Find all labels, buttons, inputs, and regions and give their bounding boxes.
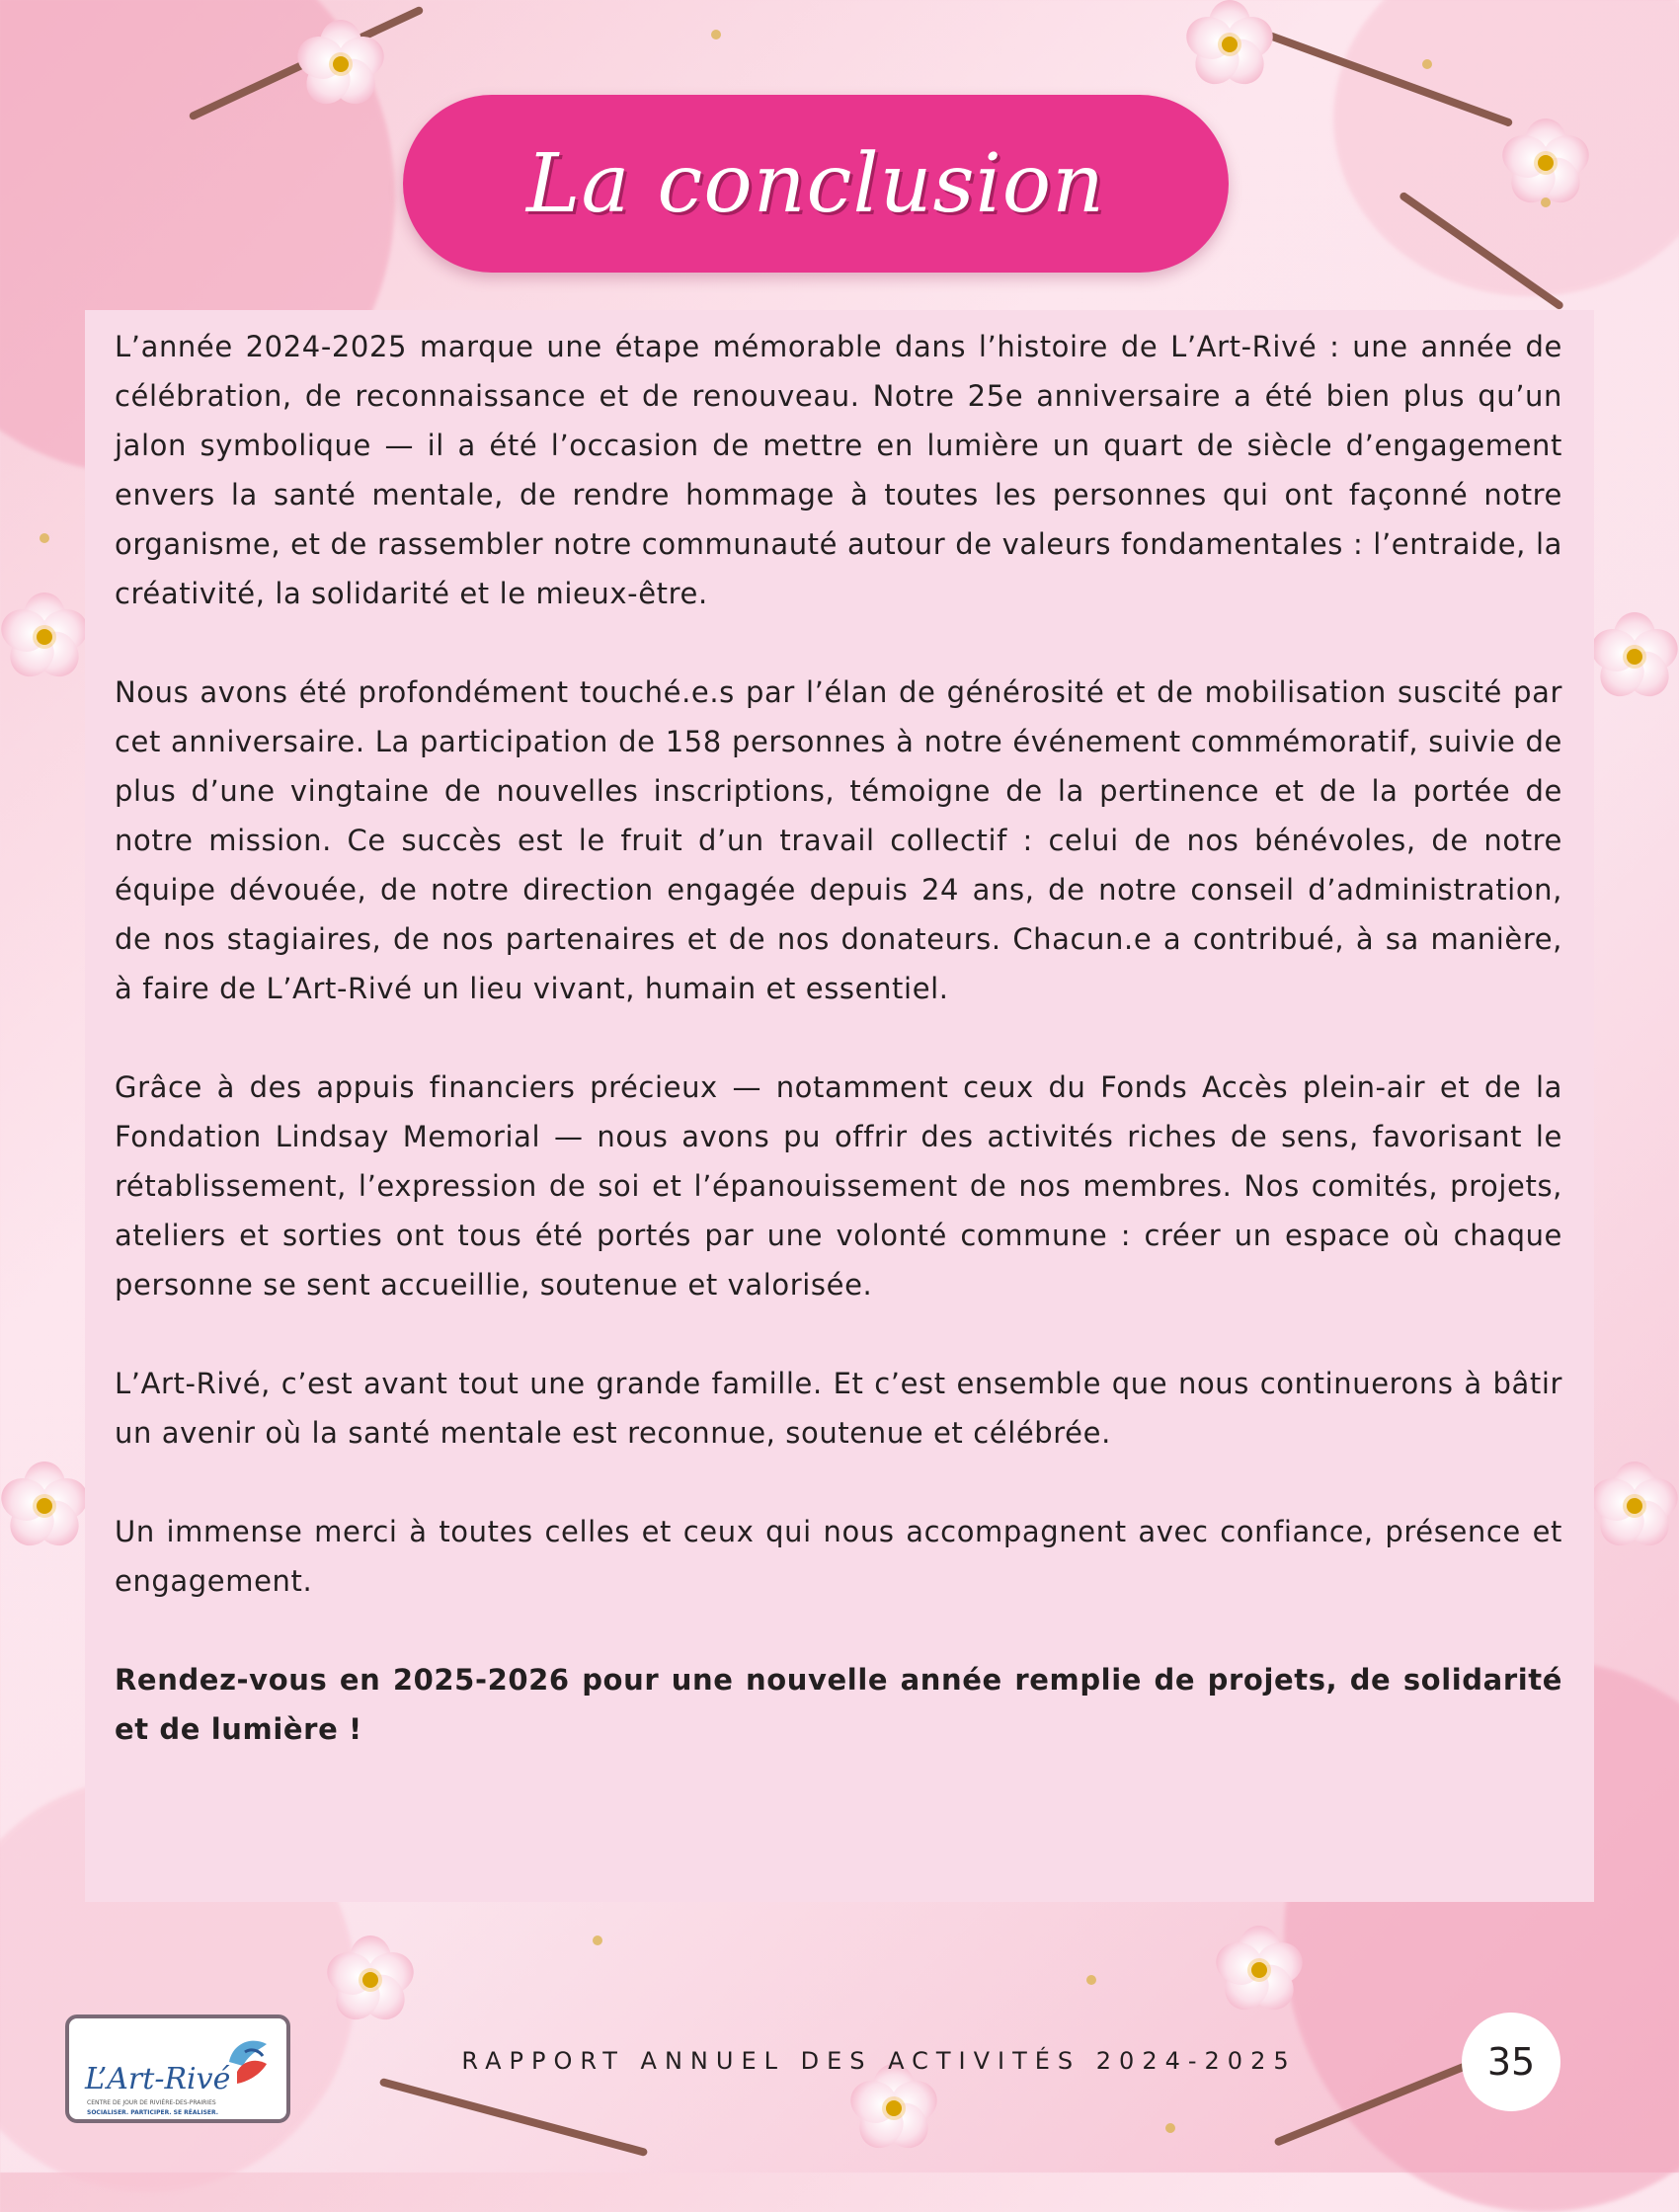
paragraph-intro: L’année 2024-2025 marque une étape mémorable dans l’histoire de L’Art-Rivé : une année de célébration, de reconnaissance et de renouveau. Notre 25e anniversaire a été bien plus qu’un jalon symbolique — il a été l’occasion de mettre en lumière un quart de siècle d’engagement envers la santé mentale, de rendre hommage à toutes les personnes qui ont façonné notre organisme, et de rassembler notre communauté autour de valeurs fondamentales : l’entraide, la créativité, la solidarité et le mieux-être.: [115, 330, 1562, 610]
paragraph-family: L’Art-Rivé, c’est avant tout une grande famille. Et c’est ensemble que nous continuerons à bâtir un avenir où la santé mentale est reconnue, soutenue et célébrée.: [115, 1367, 1562, 1450]
paragraph-mobilisation: Nous avons été profondément touché.e.s par l’élan de générosité et de mobilisation suscité par cet anniversaire. La participation de 158 personnes à notre événement commémoratif, suivie de plus d’une vingtaine de nouvelles inscriptions, témoigne de la pertinence et de la portée de notre mission. Ce succès est le fruit d’un travail collectif : celui de nos bénévoles, de notre équipe dévouée, de notre direction engagée depuis 24 ans, de notre conseil d’administration, de nos stagiaires, de nos partenaires et de nos donateurs. Chacun.e a contribué, à sa manière, à faire de L’Art-Rivé un lieu vivant, humain et essentiel.: [115, 675, 1562, 1005]
gold-sparkle: [593, 1936, 602, 1945]
cherry-blossom-icon: [0, 1462, 89, 1550]
cherry-blossom-icon: [326, 1936, 415, 2024]
gold-sparkle: [1165, 2123, 1175, 2133]
gold-sparkle: [1086, 1975, 1096, 1985]
paragraph-funding: Grâce à des appuis financiers précieux — notamment ceux du Fonds Accès plein-air et de la Fondation Lindsay Memorial — nous avons pu offrir des activités riches de sens, favorisant le rétablissement, l’expression de soi et l’épanouissement de nos membres. Nos comités, projets, ateliers et sorties ont tous été portés par une volonté commune : créer un espace où chaque personne se sent accueillie, soutenue et valorisée.: [115, 1070, 1562, 1302]
cherry-blossom-icon: [1215, 1926, 1304, 2014]
footer-report-title: RAPPORT ANNUEL DES ACTIVITÉS 2024-2025: [461, 2047, 1297, 2075]
gold-sparkle: [1541, 198, 1551, 207]
page-number: 35: [1462, 2013, 1560, 2111]
paragraph-closing: Rendez-vous en 2025-2026 pour une nouvelle année remplie de projets, de solidarité et de lumière !: [115, 1663, 1562, 1746]
cherry-blossom-icon: [1501, 118, 1590, 207]
cherry-blossom-icon: [296, 20, 385, 109]
content-panel: [85, 310, 1594, 1902]
paragraph-thanks: Un immense merci à toutes celles et ceux qui nous accompagnent avec confiance, présence et engagement.: [115, 1515, 1562, 1598]
cherry-blossom-icon: [1590, 1462, 1679, 1550]
logo-tagline: CENTRE DE JOUR DE RIVIÈRE-DES-PRAIRIES: [87, 2099, 216, 2106]
gold-sparkle: [1422, 59, 1432, 69]
cherry-blossom-icon: [0, 592, 89, 681]
cherry-blossom-icon: [849, 2064, 938, 2153]
cherry-blossom-icon: [1590, 612, 1679, 701]
logo-name: L’Art-Rivé: [85, 2062, 231, 2096]
logo-motto: SOCIALISER. PARTICIPER. SE RÉALISER.: [87, 2109, 219, 2116]
cherry-blossom-icon: [1185, 0, 1274, 89]
title-banner: [403, 95, 1229, 273]
gold-sparkle: [40, 533, 49, 543]
logo: [65, 2014, 290, 2123]
logo-hands-icon: [223, 2032, 273, 2088]
page-title: La conclusion: [526, 136, 1105, 231]
gold-sparkle: [711, 30, 721, 40]
branch: [379, 2078, 649, 2157]
